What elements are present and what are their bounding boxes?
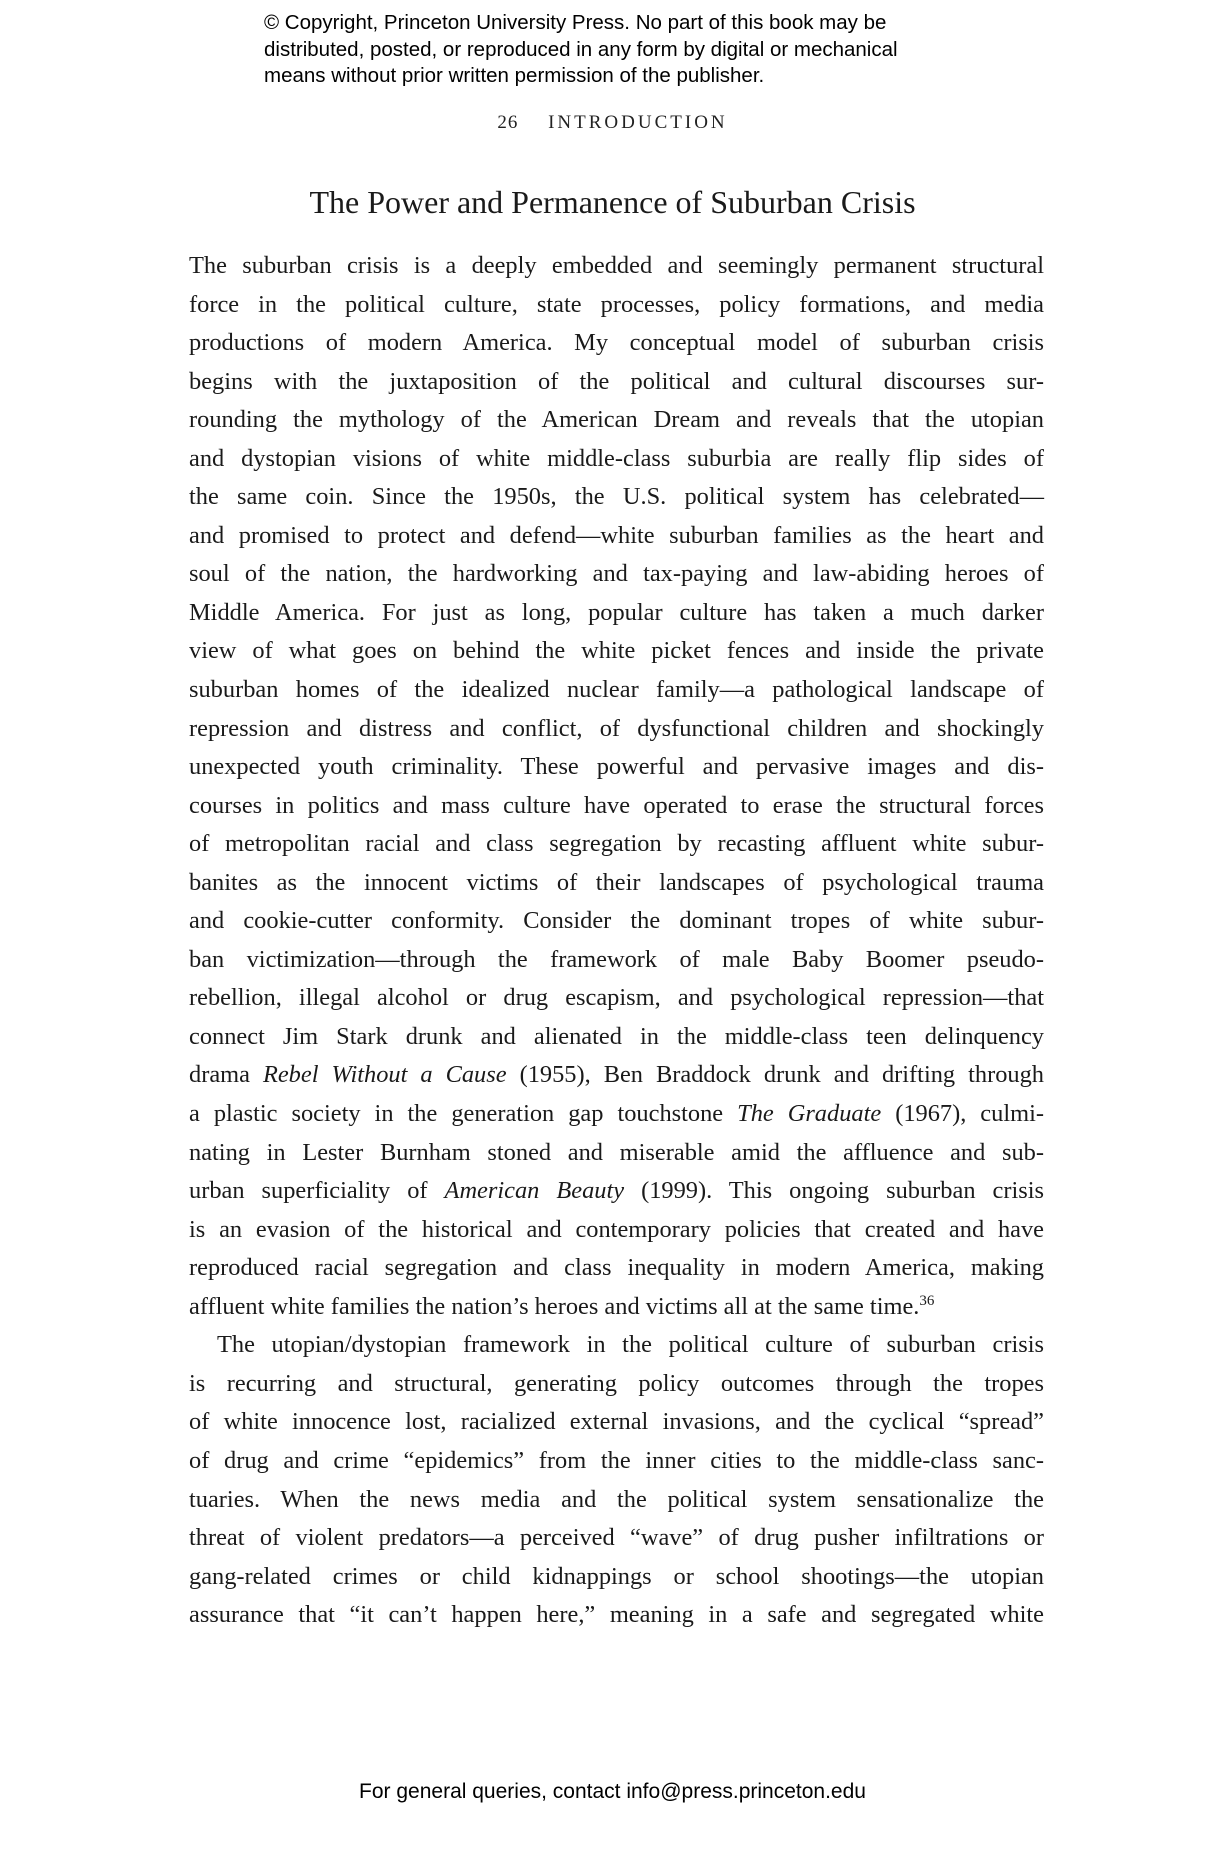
text-line: and cookie-cutter conformity. Consider the dominant tropes of white subur- bbox=[189, 907, 1044, 935]
text-line: begins with the juxtaposition of the political and cultural discourses sur- bbox=[189, 367, 1044, 395]
text-line bbox=[189, 1056, 1044, 1095]
paragraph-1 bbox=[189, 247, 1044, 1326]
paragraph-2 bbox=[189, 1326, 1044, 1634]
film-title-rebel-without-a-cause: Rebel Without a Cause bbox=[262, 1061, 507, 1089]
copyright-line: means without prior written permission of the publisher. bbox=[264, 64, 765, 87]
page-number: 26 bbox=[497, 112, 519, 133]
film-title-the-graduate: The Graduate bbox=[737, 1100, 882, 1128]
text-line: of drug and crime “epidemics” from the inner cities to the middle-class sanc- bbox=[189, 1446, 1044, 1474]
text-line: gang-related crimes or child kidnappings or school shootings—the utopian bbox=[189, 1562, 1044, 1590]
text-line bbox=[189, 1095, 1044, 1134]
running-head bbox=[0, 112, 1225, 134]
text-line: of metropolitan racial and class segregation by recasting affluent white subur- bbox=[189, 830, 1044, 858]
text-line: banites as the innocent victims of their landscapes of psychological trauma bbox=[189, 868, 1044, 896]
text-run: affluent white families the nation’s heroes and victims all at the same time. bbox=[189, 1292, 920, 1320]
text-line: threat of violent predators—a perceived “wave” of drug pusher infiltrations or bbox=[189, 1524, 1044, 1552]
text-run: drama bbox=[189, 1061, 263, 1089]
text-line: ban victimization—through the framework of male Baby Boomer pseudo- bbox=[189, 945, 1044, 973]
text-line: connect Jim Stark drunk and alienated in the middle-class teen delinquency bbox=[189, 1022, 1044, 1050]
text-line: assurance that “it can’t happen here,” meaning in a safe and segregated white bbox=[189, 1601, 1044, 1629]
film-title-american-beauty: American Beauty bbox=[444, 1177, 625, 1205]
text-line: and dystopian visions of white middle-class suburbia are really flip sides of bbox=[189, 444, 1044, 472]
text-line: is an evasion of the historical and contemporary policies that created and have bbox=[189, 1215, 1044, 1243]
text-line: the same coin. Since the 1950s, the U.S. political system has celebrated— bbox=[189, 483, 1044, 511]
text-line: view of what goes on behind the white picket fences and inside the private bbox=[189, 637, 1044, 665]
text-line: repression and distress and conflict, of dysfunctional children and shockingly bbox=[189, 714, 1044, 742]
text-line: nating in Lester Burnham stoned and miserable amid the affluence and sub- bbox=[189, 1138, 1044, 1166]
text-line bbox=[189, 1288, 1044, 1327]
copyright-line: © Copyright, Princeton University Press. No part of this book may be bbox=[264, 11, 887, 34]
text-line: Middle America. For just as long, popular culture has taken a much darker bbox=[189, 598, 1044, 626]
copyright-line: distributed, posted, or reproduced in any form by digital or mechanical bbox=[264, 37, 898, 61]
text-line: courses in politics and mass culture have operated to erase the structural forces bbox=[189, 791, 1044, 819]
text-line: productions of modern America. My conceptual model of suburban crisis bbox=[189, 329, 1044, 357]
footer-contact: For general queries, contact info@press.princeton.edu bbox=[359, 1780, 866, 1803]
text-line bbox=[189, 1172, 1044, 1211]
section-heading: The Power and Permanence of Suburban Crisis bbox=[309, 184, 916, 220]
text-line: The suburban crisis is a deeply embedded and seemingly permanent structural bbox=[189, 252, 1044, 279]
text-line: rebellion, illegal alcohol or drug escapism, and psychological repression—that bbox=[189, 984, 1044, 1012]
text-line: unexpected youth criminality. These powerful and pervasive images and dis- bbox=[189, 753, 1044, 781]
text-line: force in the political culture, state processes, policy formations, and media bbox=[189, 290, 1044, 318]
text-line: is recurring and structural, generating policy outcomes through the tropes bbox=[189, 1369, 1044, 1397]
copyright-notice bbox=[264, 10, 984, 90]
running-head-section: INTRODUCTION bbox=[548, 112, 728, 133]
text-line: and promised to protect and defend—white suburban families as the heart and bbox=[189, 521, 1044, 549]
text-line: soul of the nation, the hardworking and tax-paying and law-abiding heroes of bbox=[189, 560, 1044, 588]
text-line: The utopian/dystopian framework in the political culture of suburban crisis bbox=[217, 1331, 1044, 1359]
text-run: urban superficiality of bbox=[189, 1177, 445, 1205]
text-run: (1955), Ben Braddock drunk and drifting through bbox=[506, 1061, 1045, 1089]
text-run: (1999). This ongoing suburban crisis bbox=[624, 1177, 1044, 1205]
footnote-reference[interactable]: 36 bbox=[919, 1292, 935, 1309]
text-line: tuaries. When the news media and the political system sensationalize the bbox=[189, 1485, 1044, 1513]
text-line: rounding the mythology of the American Dream and reveals that the utopian bbox=[189, 406, 1044, 434]
text-run: a plastic society in the generation gap touchstone bbox=[189, 1100, 738, 1128]
text-line: suburban homes of the idealized nuclear family—a pathological landscape of bbox=[189, 676, 1044, 704]
text-line: reproduced racial segregation and class inequality in modern America, making bbox=[189, 1254, 1044, 1282]
text-line: of white innocence lost, racialized external invasions, and the cyclical “spread” bbox=[189, 1408, 1044, 1436]
text-run: (1967), culmi- bbox=[881, 1100, 1044, 1128]
body-text bbox=[189, 247, 1044, 1635]
